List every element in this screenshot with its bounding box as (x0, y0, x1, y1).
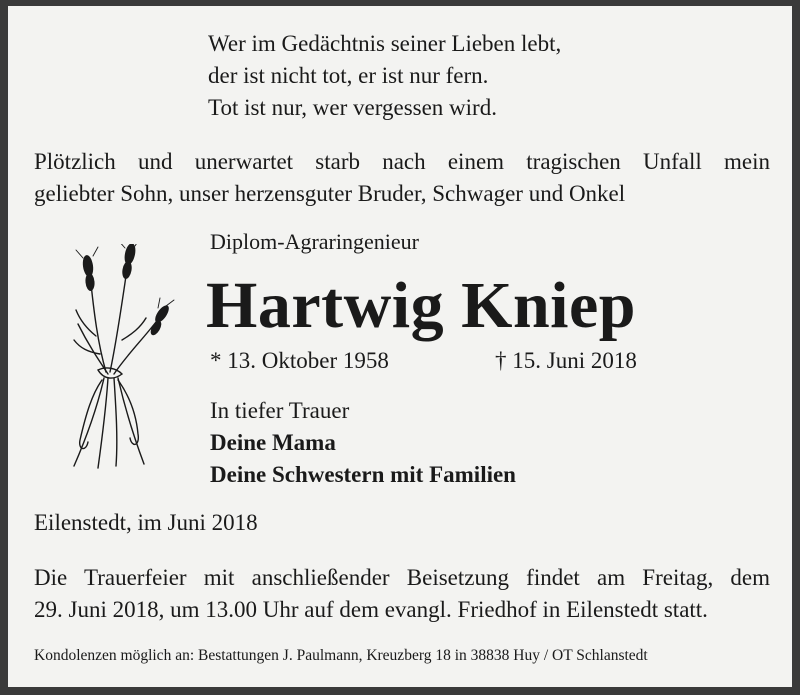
place-and-date: Eilenstedt, im Juni 2018 (34, 510, 258, 535)
poem-line-3: Tot ist nur, wer vergessen wird. (208, 95, 497, 120)
announcement-line-2: geliebter Sohn, unser herzensguter Bruder, Schwager und Onkel (34, 181, 626, 206)
condolence-address: Kondolenzen möglich an: Bestattungen J. Paulmann, Kreuzberg 18 in 38838 Huy / OT Schlanstedt (34, 647, 648, 664)
obituary-notice (8, 6, 792, 687)
deceased-name: Hartwig Kniep (206, 269, 636, 342)
death-date: † 15. Juni 2018 (495, 348, 637, 373)
mourning-heading: In tiefer Trauer (210, 398, 350, 423)
mourner-line-1: Deine Mama (210, 430, 336, 455)
service-line-2: 29. Juni 2018, um 13.00 Uhr auf dem evangl. Friedhof in Eilenstedt statt. (34, 597, 708, 622)
announcement-text (34, 146, 770, 210)
service-line-1: Die Trauerfeier mit anschließender Beisetzung findet am Freitag, dem (34, 565, 770, 590)
announcement-line-1: Plötzlich und unerwartet starb nach einem tragischen Unfall mein (34, 149, 770, 174)
deceased-profession: Diplom-Agraringenieur (210, 229, 419, 254)
mourner-line-2: Deine Schwestern mit Familien (210, 462, 516, 487)
funeral-service-info (34, 562, 770, 626)
poem-line-2: der ist nicht tot, er ist nur fern. (208, 63, 489, 88)
poem-line-1: Wer im Gedächtnis seiner Lieben lebt, (208, 31, 562, 56)
birth-date: * 13. Oktober 1958 (210, 348, 389, 373)
memorial-poem (208, 28, 561, 124)
wheat-sheaf-icon (58, 244, 178, 474)
mourners-block (210, 395, 516, 491)
